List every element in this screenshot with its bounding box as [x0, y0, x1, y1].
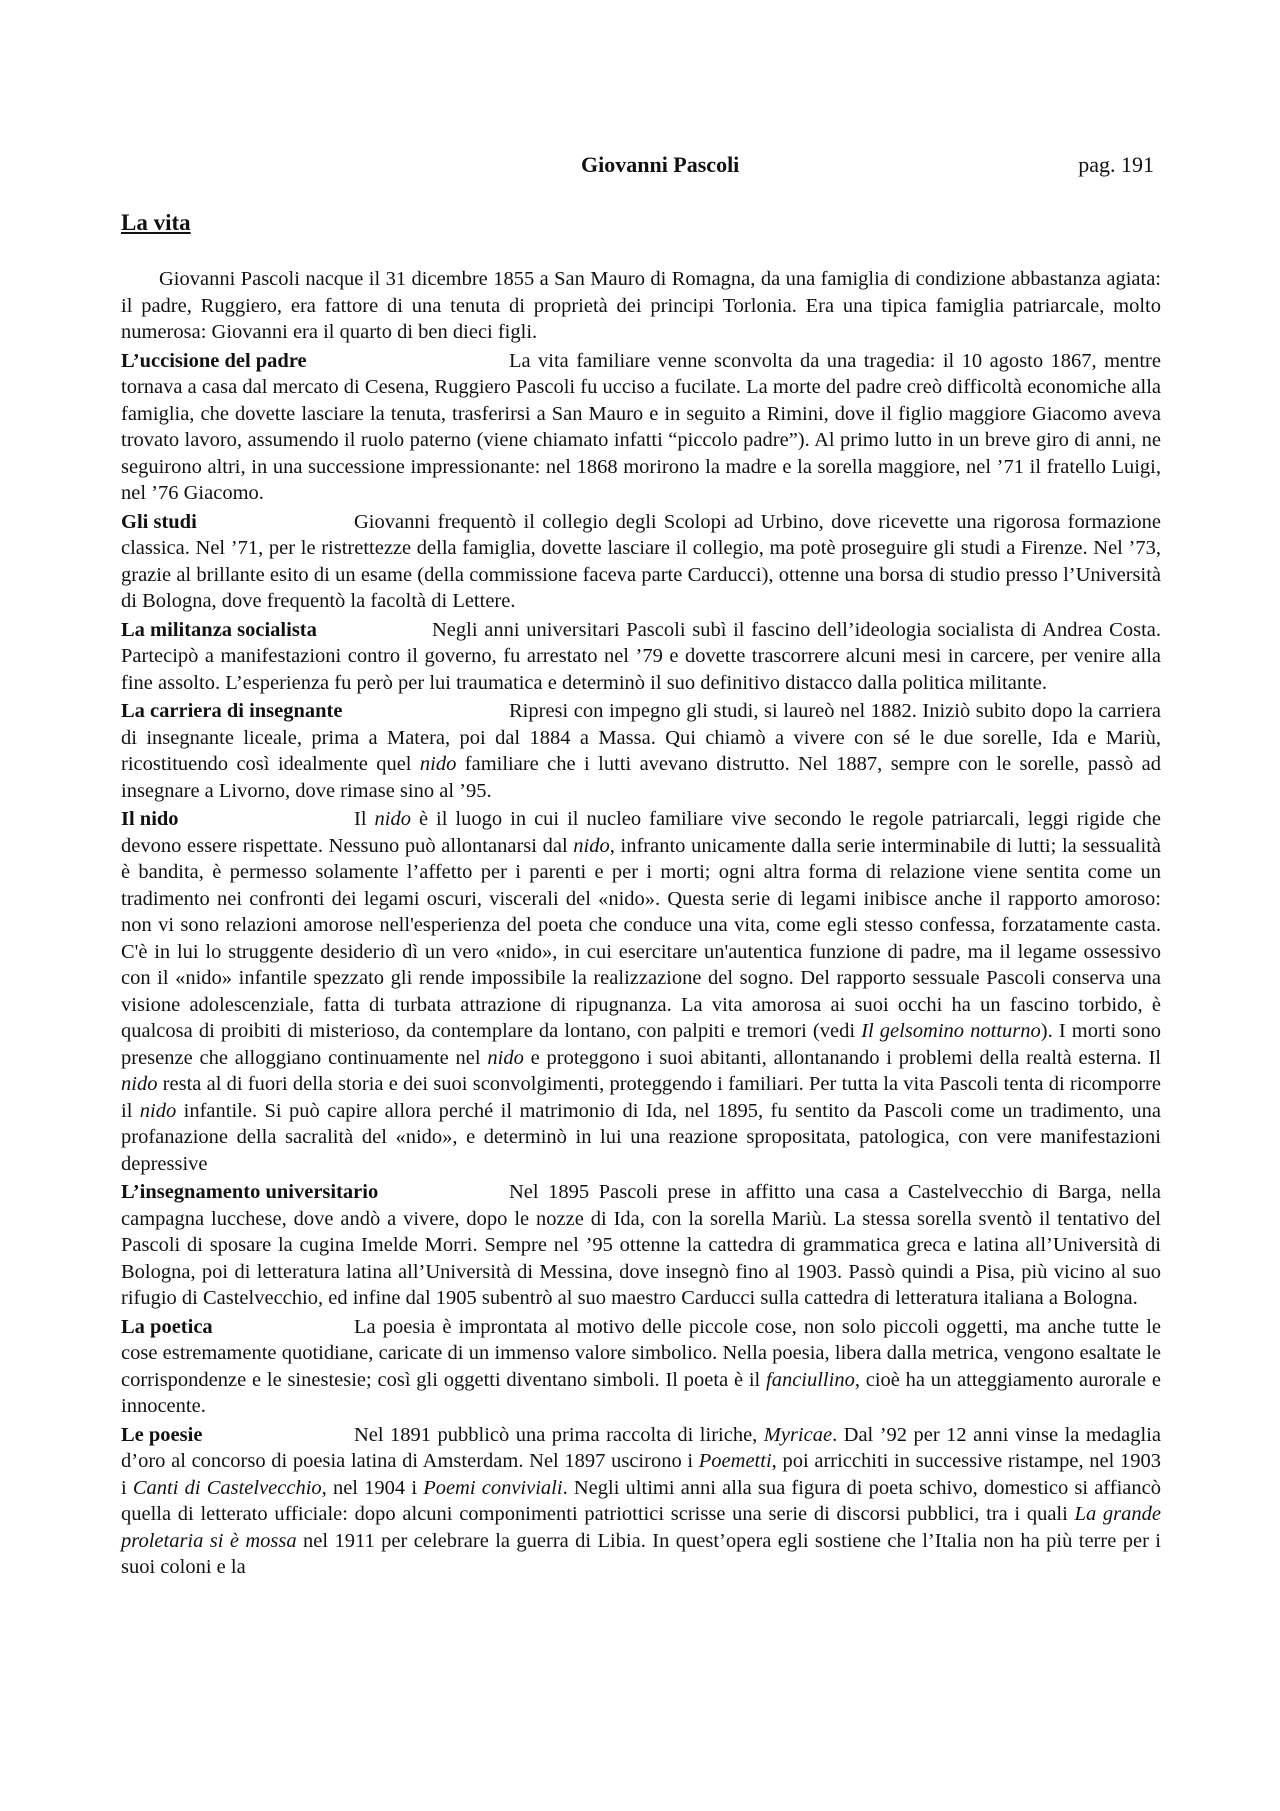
paragraph-insegnamento-universitario	[121, 1179, 1161, 1312]
paragraph-text: Nel 1891 pubblicò una prima raccolta di liriche,	[354, 1423, 764, 1446]
side-heading: La militanza socialista	[121, 618, 317, 641]
paragraph-text: infantile. Si può capire allora perché il matrimonio di Ida, nel 1895, fu sentito da Pascoli come un tradimento, una profanazione della sacralità del «nido», e determinò in lui una reazione spropositata, patologica, con vere manifestazioni depressive	[121, 1099, 1161, 1175]
paragraph-text: Ripresi con impegno gli studi, si laureò nel 1882. Iniziò subito dopo la carriera di insegnante liceale, prima a Matera, poi dal 1884 a Massa. Qui chiamò a vivere con sé le due sorelle, Ida e Mariù, ricostituendo così idealmente quel	[121, 700, 1161, 775]
page-header	[121, 152, 1154, 184]
italic-term: nido	[487, 1046, 524, 1069]
document-body	[121, 266, 1161, 1581]
side-heading: La poetica	[121, 1315, 213, 1338]
paragraph-text: , cioè ha un atteggiamento aurorale e innocente.	[121, 1368, 1161, 1417]
side-heading: La carriera di insegnante	[121, 700, 343, 722]
italic-term: nido	[419, 753, 457, 775]
paragraph-le-poesie	[121, 1422, 1161, 1581]
italic-term: nido	[121, 1073, 158, 1095]
paragraph-text: Il	[354, 808, 375, 830]
paragraph-text: . Negli ultimi anni alla sua figura di poeta schivo, domestico si affiancò quella di letterato ufficiale: dopo alcuni componimenti patriottici scrisse una serie di discorsi pubblici, tra i quali	[121, 1476, 1161, 1525]
paragraph-text: ). I morti sono presenze che alloggiano continuamente nel	[121, 1020, 1161, 1069]
side-heading: Il nido	[121, 808, 179, 830]
italic-title: Myricae	[763, 1423, 833, 1446]
italic-term: fanciullino	[766, 1368, 855, 1391]
paragraph-il-nido	[121, 806, 1161, 1177]
page-number: pag. 191	[1078, 152, 1154, 177]
paragraph-la-poetica	[121, 1314, 1161, 1420]
side-heading: L’insegnamento universitario	[121, 1181, 379, 1203]
paragraph-militanza-socialista	[121, 617, 1161, 697]
italic-title: Il gelsomino notturno	[861, 1020, 1041, 1042]
side-heading: Le poesie	[121, 1423, 203, 1446]
italic-title: La grande proletaria si è mossa	[121, 1503, 1161, 1552]
side-heading: L’uccisione del padre	[121, 349, 307, 372]
paragraph-text: La vita familiare venne sconvolta da una tragedia: il 10 agosto 1867, mentre tornava a casa dal mercato di Cesena, Ruggiero Pascoli fu ucciso a fucilate. La morte del padre creò difficoltà economiche alla famiglia, che dovette lasciare la tenuta, trasferirsi a San Mauro e in seguito a Rimini, dove il figlio maggiore Giacomo aveva trovato lavoro, assumendo il ruolo paterno (viene chiamato infatti “piccolo padre”). Al primo lutto in un breve giro di anni, ne seguirono altri, in una successione impressionante: nel 1868 morirono la madre e la sorella maggiore, nel ’71 il fratello Luigi, nel ’76 Giacomo.	[121, 349, 1161, 504]
paragraph-text: resta al di fuori della storia e dei suoi sconvolgimenti, proteggendo i familiari. Per tutta la vita Pascoli tenta di ricomporre il	[121, 1073, 1161, 1122]
paragraph-text: La poesia è improntata al motivo delle piccole cose, non solo piccoli oggetti, ma anche tutte le cose estremamente quotidiane, caricate di un immenso valore simbolico. Nella poesia, libera dalla metrica, vengono esaltate le corrispondenze e le sinestesie; così gli oggetti diventano simboli. Il poeta è il	[121, 1315, 1161, 1391]
italic-title: Poemi conviviali	[423, 1476, 563, 1499]
page-title: Giovanni Pascoli	[581, 152, 740, 177]
paragraph-gli-studi	[121, 509, 1161, 615]
italic-title: Poemetti	[698, 1450, 772, 1472]
italic-term: nido	[573, 834, 610, 857]
paragraph-uccisione-del-padre	[121, 348, 1161, 507]
paragraph-text: Nel 1895 Pascoli prese in affitto una casa a Castelvecchio di Barga, nella campagna lucchese, dove andò a vivere, dopo le nozze di Ida, con la sorella Mariù. La stessa sorella sventò il tentativo del Pascoli di sposare la cugina Imelde Morri. Sempre nel ’95 ottenne la cattedra di grammatica greca e latina all’Università di Bologna, poi di letteratura latina all’Università di Messina, dove insegnò fino al 1903. Passò quindi a Pisa, più vicino al suo rifugio di Castelvecchio, ed infine dal 1905 subentrò al suo maestro Carducci sulla cattedra di letteratura italiana a Bologna.	[121, 1181, 1161, 1309]
paragraph-text: familiare che i lutti avevano distrutto. Nel 1887, sempre con le sorelle, passò ad insegnare a Livorno, dove rimase sino al ’95.	[121, 753, 1162, 802]
paragraph-text: Giovanni frequentò il collegio degli Scolopi ad Urbino, dove ricevette una rigorosa formazione classica. Nel ’71, per le ristrettezze della famiglia, dovette lasciare il collegio, ma potè proseguire gli studi a Firenze. Nel ’73, grazie al brillante esito di un esame (della commissione faceva parte Carducci), ottenne una borsa di studio presso l’Università di Bologna, dove frequentò la facoltà di Lettere.	[121, 510, 1161, 612]
paragraph-text: , poi arricchiti in successive ristampe, nel 1903 i	[121, 1450, 1161, 1499]
intro-paragraph: Giovanni Pascoli nacque il 31 dicembre 1855 a San Mauro di Romagna, da una famiglia di condizione abbastanza agiata: il padre, Ruggiero, era fattore di una tenuta di proprietà dei principi Torlonia. Era una tipica famiglia patriarcale, molto numerosa: Giovanni era il quarto di ben dieci figli.	[121, 268, 1161, 343]
paragraph-text: . Dal ’92 per 12 anni vinse la medaglia d’oro al concorso di poesia latina di Amsterdam. Nel 1897 uscirono i	[121, 1423, 1161, 1472]
paragraph-carriera-di-insegnante	[121, 698, 1161, 804]
italic-term: nido	[139, 1099, 177, 1122]
paragraph-text: Negli anni universitari Pascoli subì il fascino dell’ideologia socialista di Andrea Costa. Partecipò a manifestazioni contro il governo, fu arrestato nel ’79 e dovette trascorrere alcuni mesi in carcere, per venire alla fine assolto. L’esperienza fu però per lui traumatica e determinò il suo definitivo distacco dalla politica militante.	[121, 618, 1161, 694]
paragraph-text: e proteggono i suoi abitanti, allontanando i problemi della realtà esterna. Il	[523, 1046, 1161, 1069]
paragraph-text: , infranto unicamente dalla serie interminabile di lutti; la sessualità è bandita, è permesso solamente l’affetto per i parenti e per i morti; ogni altra forma di relazione viene sentita come un tradimento nei confronti dei legami oscuri, viscerali del «nido». Questa serie di legami inibisce anche il rapporto amoroso: non vi sono relazioni amorose nell'esperienza del poeta che conduce una vita, come egli stesso confessa, forzatamente casta. C'è in lui lo struggente desiderio dì un vero «nido», in cui esercitare un'autentica funzione di padre, ma il legame ossessivo con il «nido» infantile spezzato gli rende impossibile la realizzazione del sogno. Del rapporto sessuale Pascoli conserva una visione adolescenziale, fatta di turbata attrazione di ripugnanza. La vita amorosa ai suoi occhi ha un fascino torbido, è qualcosa di proibiti di misterioso, da contemplare da lontano, con palpiti e tremori (vedi	[121, 834, 1161, 1042]
paragraph-text: è il luogo in cui il nucleo familiare vive secondo le regole patriarcali, leggi rigide che devono essere rispettate. Nessuno può allontanarsi dal	[121, 808, 1161, 857]
section-title: La vita	[121, 210, 191, 235]
italic-term: nido	[374, 808, 411, 830]
side-heading: Gli studi	[121, 510, 197, 533]
paragraph-text: nel 1911 per celebrare la guerra di Libia. In quest’opera egli sostiene che l’Italia non ha più terre per i suoi coloni e la	[121, 1529, 1161, 1578]
italic-title: Canti di Castelvecchio	[132, 1476, 322, 1499]
paragraph-text: , nel 1904 i	[321, 1476, 424, 1499]
